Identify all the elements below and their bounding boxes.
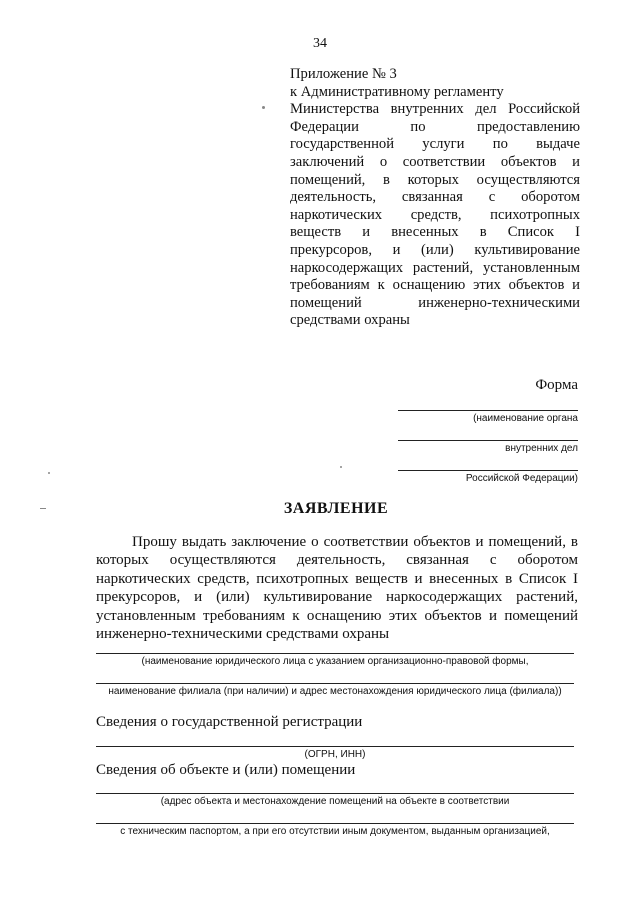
tech-passport-field[interactable] [96, 823, 574, 837]
object-address-caption: (адрес объекта и местонахождение помещений на объекте в соответствии [160, 796, 510, 807]
body-line: прекурсоров, и (или) культивирование наркосодержащих растений, [96, 589, 578, 606]
appendix-line: Министерства внутренних дел Российской [290, 101, 580, 118]
appendix-line: помещений инженерно-техническими [290, 294, 580, 311]
body-line: Прошу выдать заключение о соответствии объектов и помещений, в [132, 534, 578, 550]
forma-label: Форма [535, 377, 578, 393]
appendix-line: веществ и внесенных в Список I [290, 224, 580, 241]
organ-caption: Российской Федерации) [465, 473, 578, 484]
legal-entity-field[interactable] [96, 653, 574, 667]
appendix-line: к Административному регламенту [290, 83, 504, 100]
document-title: ЗАЯВЛЕНИЕ [283, 500, 389, 517]
appendix-line: заключений о соответствии объектов и [290, 153, 580, 170]
appendix-line: прекурсоров, и (или) культивирование [290, 241, 580, 258]
appendix-line: деятельность, связанная с оборотом [290, 189, 580, 206]
object-info-heading: Сведения об объекте и (или) помещении [96, 762, 356, 778]
appendix-block [290, 66, 580, 330]
organ-name-field[interactable] [398, 410, 578, 424]
appendix-line: Федерации по предоставлению [290, 118, 580, 135]
ogrn-caption: (ОГРН, ИНН) [304, 749, 366, 760]
body-line: наркотических средств, психотропных веществ и внесенных в Список I [96, 570, 578, 587]
appendix-line: государственной услуги по выдаче [290, 136, 580, 153]
appendix-title: Приложение № 3 [290, 66, 397, 82]
branch-caption: наименование филиала (при наличии) и адрес местонахождения юридического лица (филиала)) [108, 686, 562, 697]
organ-caption: (наименование органа [473, 413, 578, 424]
state-registration-heading: Сведения о государственной регистрации [96, 714, 363, 730]
appendix-line: средствами охраны [290, 312, 410, 329]
body-line: инженерно-техническими средствами охраны [96, 626, 390, 643]
application-body [96, 533, 578, 643]
organ-name-field[interactable] [398, 440, 578, 454]
appendix-line: наркосодержащих растений, установленным [290, 259, 580, 276]
body-line: которых осуществляются деятельность, связанная с оборотом [96, 552, 578, 569]
scan-speck [340, 466, 342, 468]
appendix-line: помещений, в которых осуществляются [290, 171, 580, 188]
tech-passport-caption: с техническим паспортом, а при его отсутствии иным документом, выданным организацией, [120, 826, 550, 837]
organ-name-field[interactable] [398, 470, 578, 484]
branch-field[interactable] [96, 683, 574, 697]
scan-speck [262, 106, 265, 109]
legal-entity-caption: (наименование юридического лица с указанием организационно-правовой формы, [141, 656, 529, 667]
page-number: 34 [313, 36, 327, 51]
organ-caption: внутренних дел [505, 443, 578, 454]
appendix-line: наркотических средств, психотропных [290, 206, 580, 223]
scan-speck [48, 472, 50, 474]
ogrn-inn-field[interactable] [96, 746, 574, 760]
object-address-field[interactable] [96, 793, 574, 807]
scan-speck [40, 508, 46, 509]
body-line: установленным требованиям к оснащению этих объектов и помещений [96, 607, 578, 624]
appendix-line: требованиям к оснащению этих объектов и [290, 277, 580, 294]
